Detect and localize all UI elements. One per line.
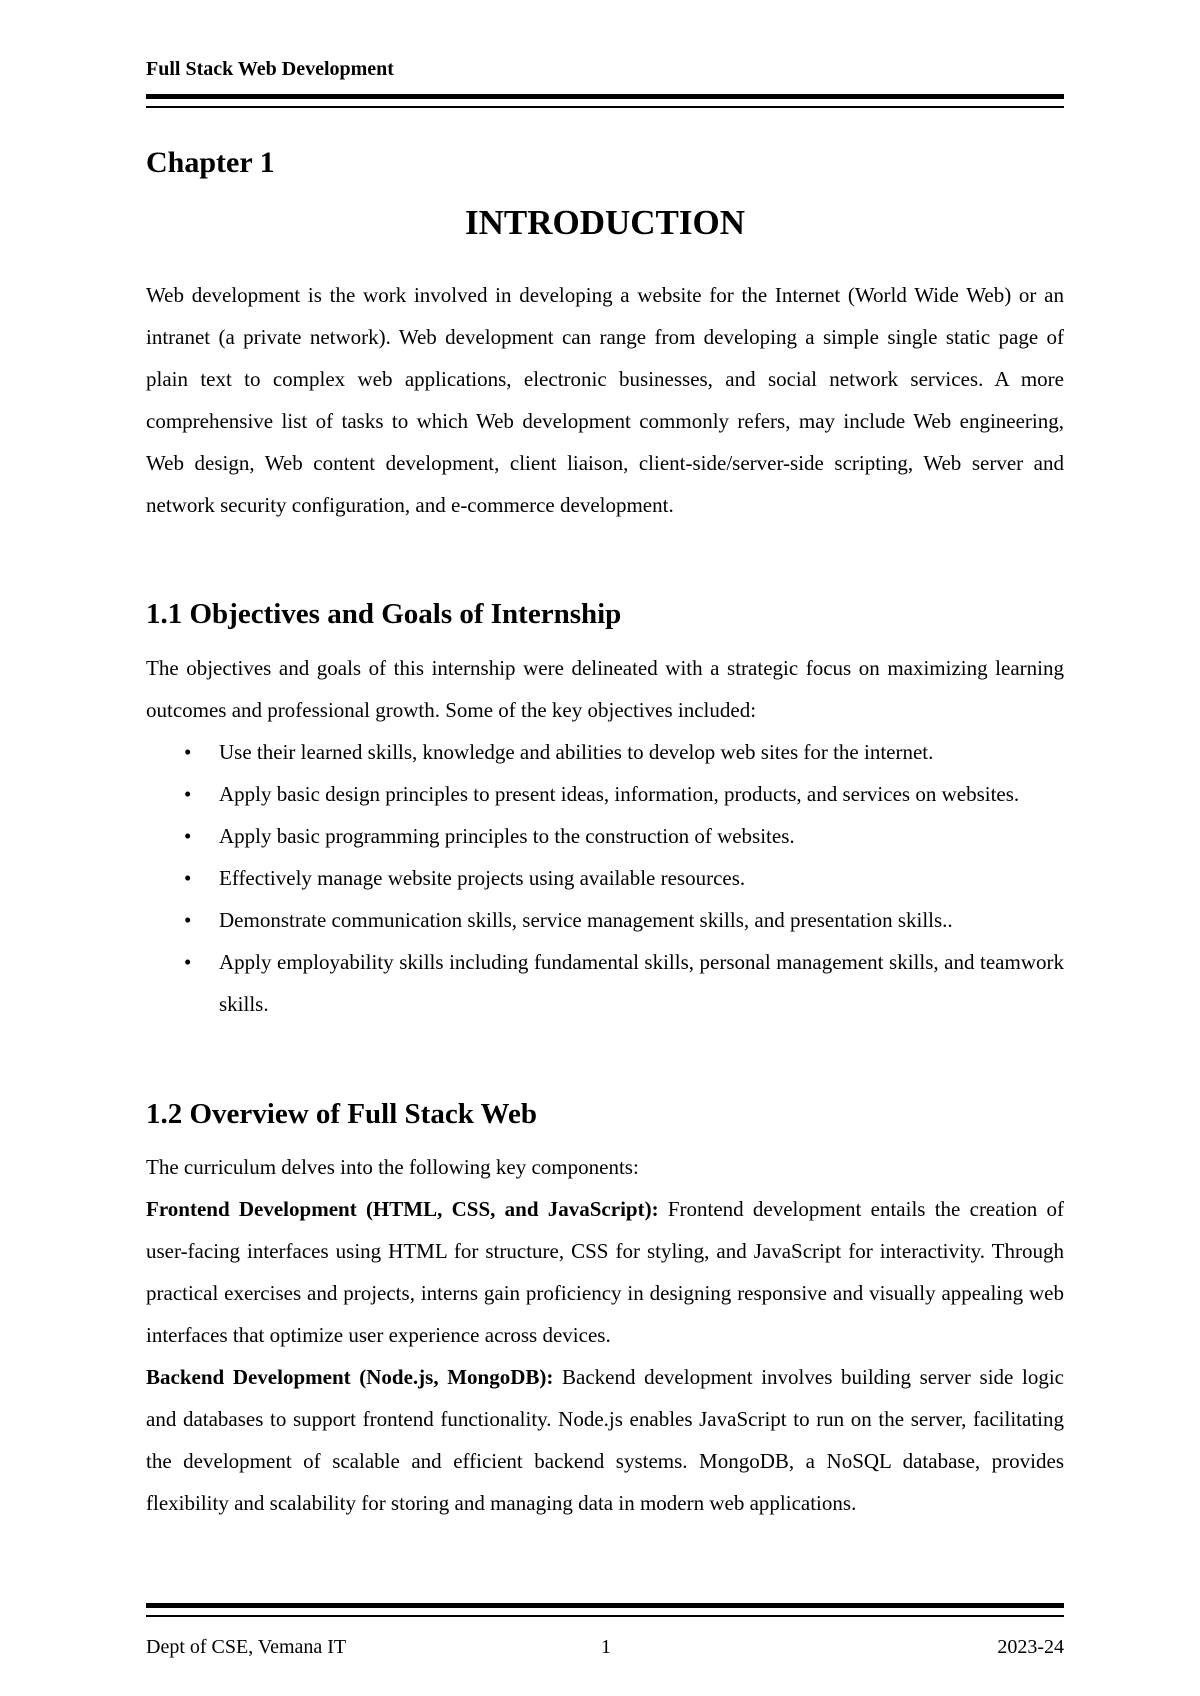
section-heading-overview: 1.2 Overview of Full Stack Web xyxy=(146,1098,537,1130)
bullet-icon: • xyxy=(184,950,192,974)
running-header: Full Stack Web Development xyxy=(146,58,394,80)
chapter-label: Chapter 1 xyxy=(146,146,275,179)
bullet-icon: • xyxy=(184,824,192,848)
backend-label: Backend Development (Node.js, MongoDB): xyxy=(146,1365,554,1389)
bullet-icon: • xyxy=(184,782,192,806)
overview-body xyxy=(146,1146,1064,1524)
list-item-text: Apply employability skills including fundamental skills, personal management skills, and teamwork skills. xyxy=(219,950,1064,1016)
list-item-text: Demonstrate communication skills, service management skills, and presentation skills.. xyxy=(219,908,953,932)
chapter-title: INTRODUCTION xyxy=(464,203,746,242)
bullet-icon: • xyxy=(184,866,192,890)
list-item xyxy=(146,899,1064,941)
footer-department: Dept of CSE, Vemana IT xyxy=(146,1636,347,1658)
header-rule xyxy=(146,94,1064,108)
frontend-label: Frontend Development (HTML, CSS, and JavaScript): xyxy=(146,1197,659,1221)
intro-paragraph: Web development is the work involved in developing a website for the Internet (World Wide Web) or an intranet (a private network). Web development can range from developing a simple single static page of plain text to complex web applications, electronic businesses, and social network services. A more comprehensive list of tasks to which Web development commonly refers, may include Web engineering, Web design, Web content development, client liaison, client-side/server-side scripting, Web server and network security configuration, and e-commerce development. xyxy=(146,283,1064,517)
frontend-paragraph xyxy=(146,1188,1064,1356)
overview-intro: The curriculum delves into the following key components: xyxy=(146,1155,639,1179)
list-item xyxy=(146,857,1064,899)
backend-text: Backend development involves building server side logic and databases to support frontend functionality. Node.js enables JavaScript to run on the server, facilitating the development of scalable and efficient backend systems. MongoDB, a NoSQL database, provides flexibility and scalability for storing and managing data in modern web applications. xyxy=(146,1365,1065,1515)
list-item-text: Apply basic design principles to present ideas, information, products, and services on websites. xyxy=(219,782,1020,806)
section-heading-objectives: 1.1 Objectives and Goals of Internship xyxy=(146,598,622,630)
list-item-text: Apply basic programming principles to the construction of websites. xyxy=(219,824,795,848)
footer-year: 2023-24 xyxy=(997,1636,1064,1658)
bullet-icon: • xyxy=(184,740,192,764)
footer-rule xyxy=(146,1603,1064,1617)
list-item xyxy=(146,815,1064,857)
list-item-text: Use their learned skills, knowledge and abilities to develop web sites for the internet. xyxy=(219,740,934,764)
list-item xyxy=(146,941,1064,1025)
list-item xyxy=(146,773,1064,815)
backend-paragraph xyxy=(146,1356,1064,1524)
document-page xyxy=(146,0,1064,1696)
list-item xyxy=(146,731,1064,773)
objectives-list xyxy=(146,731,1064,1025)
objectives-paragraph: The objectives and goals of this internship were delineated with a strategic focus on maximizing learning outcomes and professional growth. Some of the key objectives included: xyxy=(146,656,1064,722)
frontend-text: Frontend development entails the creation of user-facing interfaces using HTML for structure, CSS for styling, and JavaScript for interactivity. Through practical exercises and projects, interns gain proficiency in designing responsive and visually appealing web interfaces that optimize user experience across devices. xyxy=(146,1197,1064,1347)
list-item-text: Effectively manage website projects using available resources. xyxy=(219,866,746,890)
page-footer xyxy=(146,1636,1064,1666)
page-number: 1 xyxy=(601,1636,611,1658)
bullet-icon: • xyxy=(184,908,192,932)
